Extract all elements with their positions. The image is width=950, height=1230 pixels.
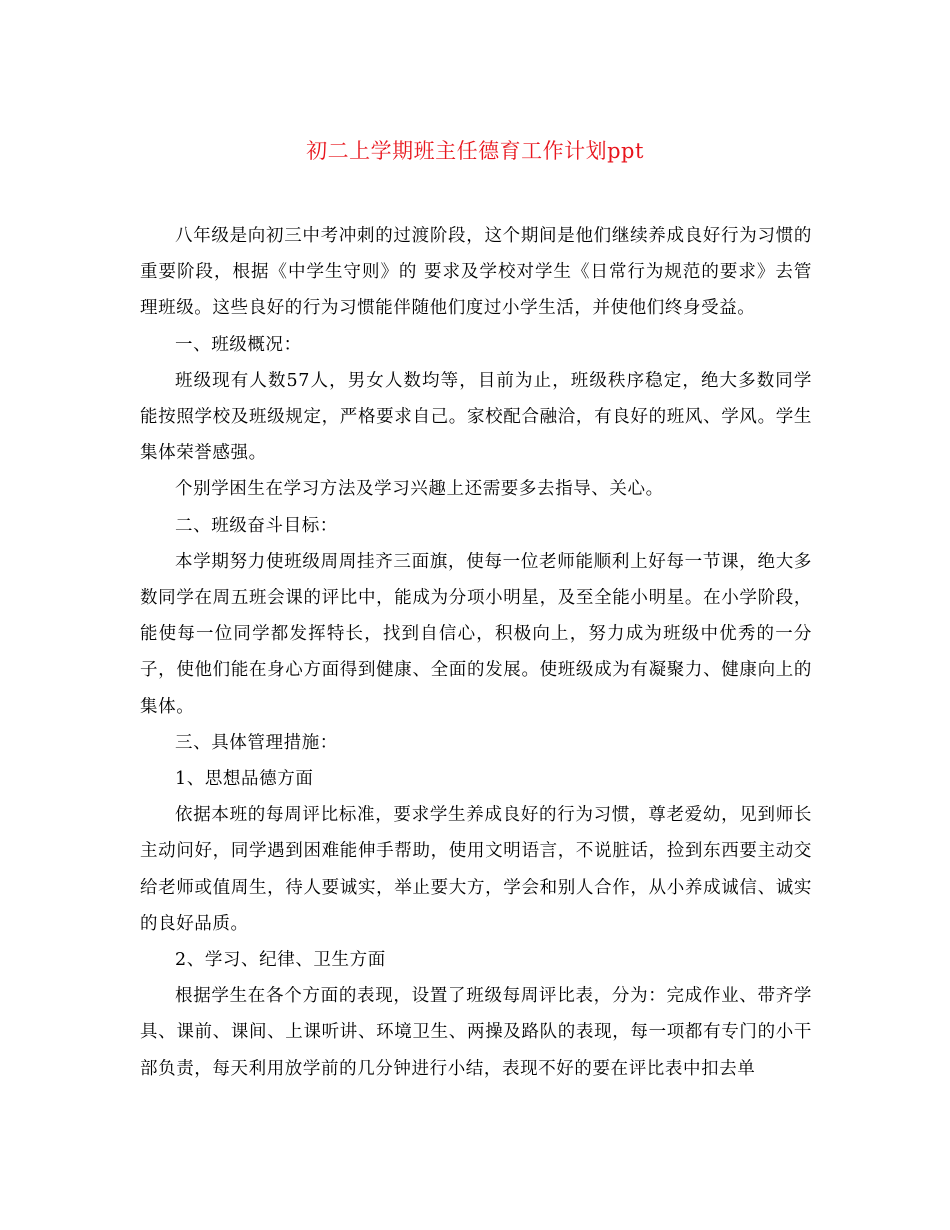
paragraph-intro: 八年级是向初三中考冲刺的过渡阶段，这个期间是他们继续养成良好行为习惯的重要阶段，根据《中学生守则》的 要求及学校对学生《日常行为规范的要求》去管理班级。这些良好的行为习惯能伴随他们度过小学生活，并使他们终身受益。	[140, 226, 812, 319]
subheading-study-discipline-hygiene: 2、学习、纪律、卫生方面	[175, 950, 386, 971]
document-body	[140, 218, 812, 1087]
paragraph-class-goals: 本学期努力使班级周周挂齐三面旗，使每一位老师能顺利上好每一节课，绝大多数同学在周五班会课的评比中，能成为分项小明星，及至全能小明星。在小学阶段，能使每一位同学都发挥特长，找到自信心，积极向上，努力成为班级中优秀的一分子，使他们能在身心方面得到健康、全面的发展。使班级成为有凝聚力、健康向上的集体。	[140, 551, 812, 717]
heading-management-measures: 三、具体管理措施：	[175, 732, 338, 753]
heading-class-overview: 一、班级概况：	[175, 334, 302, 355]
paragraph-class-overview: 班级现有人数57人，男女人数均等，目前为止，班级秩序稳定，绝大多数同学能按照学校及班级规定，严格要求自己。家校配合融洽，有良好的班风、学风。学生集体荣誉感强。	[140, 370, 812, 464]
document-title: 初二上学期班主任德育工作计划ppt	[306, 139, 644, 163]
paragraph-struggling-students: 个别学困生在学习方法及学习兴趣上还需要多去指导、关心。	[175, 479, 664, 500]
subheading-moral-character: 1、思想品德方面	[175, 769, 314, 790]
paragraph-moral-character: 依据本班的每周评比标准，要求学生养成良好的行为习惯，尊老爱幼，见到师长主动问好，同学遇到困难能伸手帮助，使用文明语言，不说脏话，捡到东西要主动交给老师或值周生，待人要诚实，举止要大方，学会和别人合作，从小养成诚信、诚实的良好品质。	[140, 805, 812, 934]
paragraph-study-discipline-hygiene: 根据学生在各个方面的表现，设置了班级每周评比表，分为：完成作业、带齐学具、课前、课间、上课听讲、环境卫生、两操及路队的表现，每一项都有专门的小干部负责，每天利用放学前的几分钟进行小结，表现不好的要在评比表中扣去单	[140, 986, 812, 1079]
heading-class-goals: 二、班级奋斗目标：	[175, 515, 338, 536]
